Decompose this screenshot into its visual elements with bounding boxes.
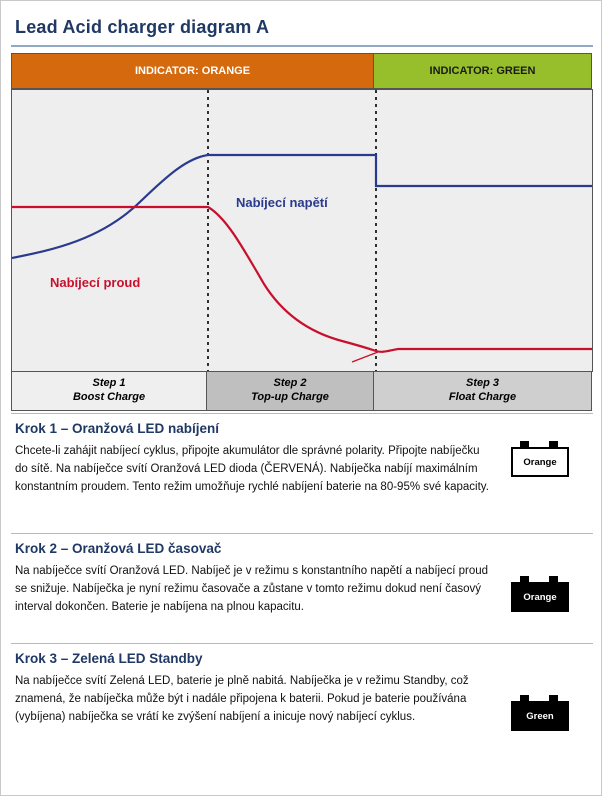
section-2-body: Na nabíječce svítí Oranžová LED. Nabíječ je v režimu s konstantního napětí a nabíjecí proud se snižuje. Nabíječka je nyní režimu časovače a zůstane v tomto režimu dokud není časový interval dokončen. Baterie je nabíjena na plnou kapacitu. bbox=[15, 565, 489, 613]
section-3-body: Na nabíječce svítí Zelená LED, baterie je plně nabitá. Nabíječka je v režimu Standby, což znamená, že nabíječka může být i nadále připojena k baterii. Pokud je baterie používána (vybíjena) nabíječka se vrátí ke zvýšení nabíjení a inicuje nový nabíjecí cyklus. bbox=[15, 675, 469, 723]
chart-steps-row bbox=[11, 371, 593, 411]
page-title: Lead Acid charger diagram A bbox=[15, 17, 270, 37]
current-label: Nabíjecí proud bbox=[50, 275, 141, 290]
section-step-2 bbox=[15, 541, 495, 616]
battery-label-3: Green bbox=[511, 701, 569, 731]
section-divider-3 bbox=[11, 643, 593, 644]
section-divider-2 bbox=[11, 533, 593, 534]
section-divider-1 bbox=[11, 413, 593, 414]
indicator-bar bbox=[11, 53, 593, 89]
section-1-heading: Krok 1 – Oranžová LED nabíjení bbox=[15, 421, 220, 436]
step-3-subtitle: Float Charge bbox=[448, 391, 517, 403]
step-2-title: Step 2 bbox=[273, 377, 307, 390]
cutoff-pointer bbox=[352, 352, 378, 362]
title-divider bbox=[11, 45, 593, 47]
step-2-cell bbox=[206, 371, 374, 411]
charger-diagram-chart bbox=[11, 53, 593, 411]
chart-svg bbox=[12, 90, 592, 371]
battery-icon-step-3 bbox=[511, 695, 569, 735]
section-2-heading: Krok 2 – Oranžová LED časovač bbox=[15, 541, 222, 556]
step-1-subtitle: Boost Charge bbox=[72, 391, 146, 403]
indicator-band-orange: INDICATOR: ORANGE bbox=[11, 53, 374, 89]
battery-icon-step-2 bbox=[511, 576, 569, 616]
step-2-subtitle: Top-up Charge bbox=[251, 391, 329, 403]
section-1-body: Chcete-li zahájit nabíjecí cyklus, připojte akumulátor dle správné polarity. Připojte nabíječku do sítě. Na nabíječce svítí Oranžová LED dioda (ČERVENÁ). Nabíječka nabíjí maximálním konstantním proudem. Tento režim umožňuje rychlé nabíjení baterie na 80-95% své kapacity. bbox=[15, 445, 489, 493]
section-3-heading: Krok 3 – Zelená LED Standby bbox=[15, 651, 203, 666]
battery-label-2: Orange bbox=[511, 582, 569, 612]
section-step-1 bbox=[15, 421, 495, 496]
step-3-cell bbox=[373, 371, 592, 411]
step-3-title: Step 3 bbox=[465, 377, 499, 390]
battery-label-1: Orange bbox=[511, 447, 569, 477]
indicator-band-green: INDICATOR: GREEN bbox=[373, 53, 592, 89]
section-step-3 bbox=[15, 651, 495, 726]
step-1-title: Step 1 bbox=[92, 377, 126, 390]
battery-icon-step-1 bbox=[511, 441, 569, 481]
chart-plot-area bbox=[11, 89, 593, 372]
voltage-label: Nabíjecí napětí bbox=[236, 195, 328, 210]
step-1-cell bbox=[11, 371, 207, 411]
